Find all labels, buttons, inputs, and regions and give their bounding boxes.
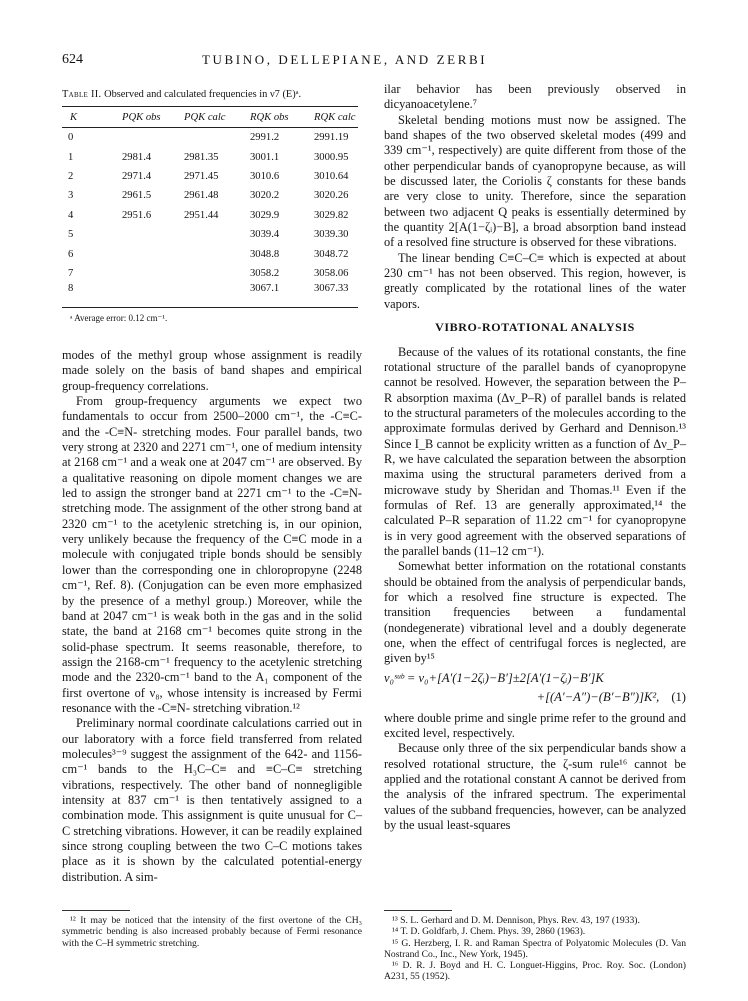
table-cell: 2991.19	[314, 132, 349, 144]
table-row	[62, 147, 358, 166]
table-cell	[180, 225, 246, 244]
table-cell: 2951.6	[122, 209, 152, 221]
table-cell: 2981.4	[122, 151, 152, 163]
table-column-header: RQK obs	[246, 107, 310, 128]
table-header-row	[62, 107, 358, 128]
table-cell	[180, 283, 246, 308]
table-cell	[180, 244, 246, 263]
running-head: TUBINO, DELLEPIANE, AND ZERBI	[202, 52, 488, 67]
footnote: ¹⁶ D. R. J. Boyd and H. C. Longuet-Higgins, Proc. Roy. Soc. (London) A231, 55 (1952).	[384, 960, 686, 983]
equation-1	[384, 669, 686, 707]
table-column-header: K	[62, 107, 118, 128]
table-cell: 2971.4	[122, 170, 152, 182]
table-cell: 3010.64	[314, 170, 349, 182]
table-row	[62, 283, 358, 308]
section-heading: VIBRO-ROTATIONAL ANALYSIS	[435, 320, 635, 335]
right-column	[384, 82, 686, 833]
footnote: ¹² It may be noticed that the intensity of the first overtone of the CH₃ symmetric bending is also increased probably because of Fermi resonance with the C–H symmetric stretching.	[62, 915, 362, 949]
table-cell	[118, 128, 180, 148]
table-cell	[118, 264, 180, 283]
table-cell: 4	[68, 209, 74, 221]
table-cell: 3020.26	[314, 190, 349, 202]
table-caption-text: Observed and calculated frequencies in ν7 (E)ᵃ.	[104, 89, 302, 100]
table-row	[62, 186, 358, 205]
left-column	[62, 82, 362, 884]
paragraph: modes of the methyl group whose assignment is readily made solely on the basis of band shapes and empirical group-frequency correlations.	[62, 348, 362, 393]
table-cell	[180, 264, 246, 283]
right-footnotes	[384, 904, 686, 983]
table-cell: 3067.33	[310, 283, 358, 308]
table-row	[62, 264, 358, 283]
table-cell: 2961.5	[122, 190, 152, 202]
table-cell: 3039.30	[314, 229, 349, 241]
table-cell: 3001.1	[250, 151, 280, 163]
table-caption-label: Table II.	[62, 89, 102, 100]
table-cell: 3029.9	[250, 209, 280, 221]
table-cell: 2961.48	[184, 190, 219, 202]
table-cell	[118, 225, 180, 244]
footnote-rule	[384, 910, 452, 911]
table-cell: 3058.2	[250, 267, 280, 279]
paragraph: The linear bending C≡C–C≡ which is expected at about 230 cm⁻¹ has not been observed. This region, however, is greatly complicated by the rotational lines of the water vapors.	[384, 250, 686, 311]
equation-number: (1)	[671, 689, 686, 704]
table-cell: 3029.82	[314, 209, 349, 221]
table-cell: 3010.6	[250, 170, 280, 182]
left-footnotes	[62, 904, 362, 949]
table-cell: 2951.44	[184, 209, 219, 221]
table-cell: 3067.1	[246, 283, 310, 308]
footnote: ¹⁴ T. D. Goldfarb, J. Chem. Phys. 39, 2860 (1963).	[392, 926, 586, 938]
table-cell: 7	[68, 267, 74, 279]
table-column-header: PQK calc	[180, 107, 246, 128]
paragraph: Somewhat better information on the rotational constants should be obtained from the analysis of perpendicular bands, for which a resolved fine structure is expected. The transition frequencies between a fundamental (nondegenerate) vibrational level and a doubly degenerate one, when the effect of centrifugal forces is neglected, are given by¹⁵	[384, 559, 686, 666]
table-cell	[118, 283, 180, 308]
table-row	[62, 225, 358, 244]
left-body-text	[62, 348, 362, 885]
table-cell: 3039.4	[250, 229, 280, 241]
table-cell: 2971.45	[184, 170, 219, 182]
table-row	[62, 128, 358, 148]
table-cell: 2981.35	[184, 151, 219, 163]
frequency-table	[62, 106, 358, 308]
equation-line-2	[384, 688, 686, 707]
equation-line: +[(A′−A″)−(B′−B″)]K²,	[536, 689, 660, 704]
table-cell: 3048.72	[314, 248, 349, 260]
table-column-header: PQK obs	[118, 107, 180, 128]
table-cell: 3020.2	[250, 190, 280, 202]
paragraph: From group-frequency arguments we expect two fundamentals to occur from 2500–2000 cm⁻¹, the -C≡C- and the -C≡N- stretching modes. Four parallel bands, two very strong at 2320 and 2271 cm⁻¹, one of medium intensity at 2168 cm⁻¹ and a weak one at 2047 cm⁻¹ are observed. By a qualitative reasoning on dipole moment changes we are led to assign the stronger band at 2271 cm⁻¹ to the -C≡N- stretching mode. The assignment of the other strong band at 2320 cm⁻¹ to the acetylenic stretching is, in our opinion, very unlikely because the frequency of the C≡C mode in a molecule with conjugated triple bonds should be sensibly lower than the corresponding one in chloropropyne (2248 cm⁻¹, Ref. 8). (Conjugation can be even more emphasized by the presence of a methyl group.) Moreover, while the band at 2047 cm⁻¹ is weak both in the gas and in the solid state, the band at 2168 cm⁻¹ becomes quite strong in the solid-phase spectrum. It seems reasonable, therefore, to assign the 2168-cm⁻¹ frequency to the acetylenic stretching mode and the 2320-cm⁻¹ band to the A₁ component of the first overtone of ν₈, whose intensity is increased by Fermi resonance with the -C≡N- stretching vibration.¹²	[62, 394, 362, 715]
paragraph: where double prime and single prime refer to the ground and excited level, respectively.	[384, 710, 686, 741]
paragraph: Skeletal bending motions must now be assigned. The band shapes of the two observed skeletal modes (499 and 339 cm⁻¹, respectively) are quite different from those of the other perpendicular bands of cyanopropyne because, as will be discussed later, the Coriolis ζ constants for these bands are very close to unity. Therefore, since the separation between two adjacent Q peaks is essentially determined by the quantity 2[A(1−ζᵢ)−B], a broad absorption band instead of a resolved fine structure is observed for these vibrations.	[384, 112, 686, 250]
page-number: 624	[62, 52, 83, 67]
table-cell: 1	[68, 151, 74, 163]
page-header	[62, 52, 684, 74]
table-row	[62, 244, 358, 263]
table-row	[62, 206, 358, 225]
table-cell	[118, 244, 180, 263]
table-cell: 8	[62, 283, 118, 308]
table-column-header: RQK calc	[310, 107, 358, 128]
footnote: ¹⁵ G. Herzberg, I. R. and Raman Spectra of Polyatomic Molecules (D. Van Nostrand Co., Inc., New York, 1945).	[384, 937, 686, 960]
table-cell: 3	[68, 190, 74, 202]
table-cell: 3000.95	[314, 151, 349, 163]
paragraph: Because of the values of its rotational constants, the fine rotational structure of the parallel bands of cyanopropyne cannot be resolved. However, the separation between the P–R absorption maxima (Δν_P–R) of parallel bands is related to the structural parameters of the molecules according to the approximate formulas derived by Gerhard and Dennison.¹³ Since I_B cannot be explicity written as a function of Δν_P–R, we have calculated the separation between the absorption maxima using the structural parameters derived from a microwave study by Sheridan and Thomas.¹¹ Even if the formulas of Ref. 13 are generally approximated,¹⁴ the calculated P–R separation of 11.22 cm⁻¹ for cyanopropyne is in very good agreement with the observed separations of the parallel bands (11–12 cm⁻¹).	[384, 344, 686, 558]
table-cell: 0	[68, 132, 74, 144]
table-cell: 6	[68, 248, 74, 260]
table-caption	[62, 88, 362, 101]
table-cell	[180, 128, 246, 148]
footnote-rule	[62, 910, 130, 911]
table-cell: 2	[68, 170, 74, 182]
table-cell: 2991.2	[250, 132, 280, 144]
equation-line: ν₀ˢᵘᵇ = ν₀+[A′(1−2ζᵢ)−B′]±2[A′(1−ζᵢ)−B′]K	[384, 670, 604, 685]
paragraph: Because only three of the six perpendicular bands show a resolved rotational structure, the ζ-sum rule¹⁶ cannot be applied and the rotational constant A cannot be derived from the analysis of the infrared spectrum. The experimental values of the subband frequencies, however, can be analyzed by the usual least-squares	[384, 741, 686, 833]
table-body	[62, 128, 358, 308]
table-cell: 5	[68, 229, 74, 241]
table-footnote: ᵃ Average error: 0.12 cm⁻¹.	[70, 313, 168, 324]
footnote: ¹³ S. L. Gerhard and D. M. Dennison, Phys. Rev. 43, 197 (1933).	[392, 915, 640, 926]
table-row	[62, 167, 358, 186]
table-cell: 3048.8	[250, 248, 280, 260]
paragraph: Preliminary normal coordinate calculations carried out in our laboratory with a force field transferred from related molecules³⁻⁹ suggest the assignment of the 642- and 1156-cm⁻¹ bands to the H₃C–C≡ and ≡C–C≡ stretching vibrations, respectively. The other band of nonnegligible intensity at 837 cm⁻¹ is then tentatively assigned to a combination mode. This assignment is quite unusual for C–C stretching vibrations. However, it can be readily explained since strong coupling between the two C–C motions takes place as it is shown by the calculated potential-energy distribution. A sim-	[62, 716, 362, 884]
table-cell: 3058.06	[314, 267, 349, 279]
paragraph: ilar behavior has been previously observed in dicyanoacetylene.⁷	[384, 82, 686, 112]
